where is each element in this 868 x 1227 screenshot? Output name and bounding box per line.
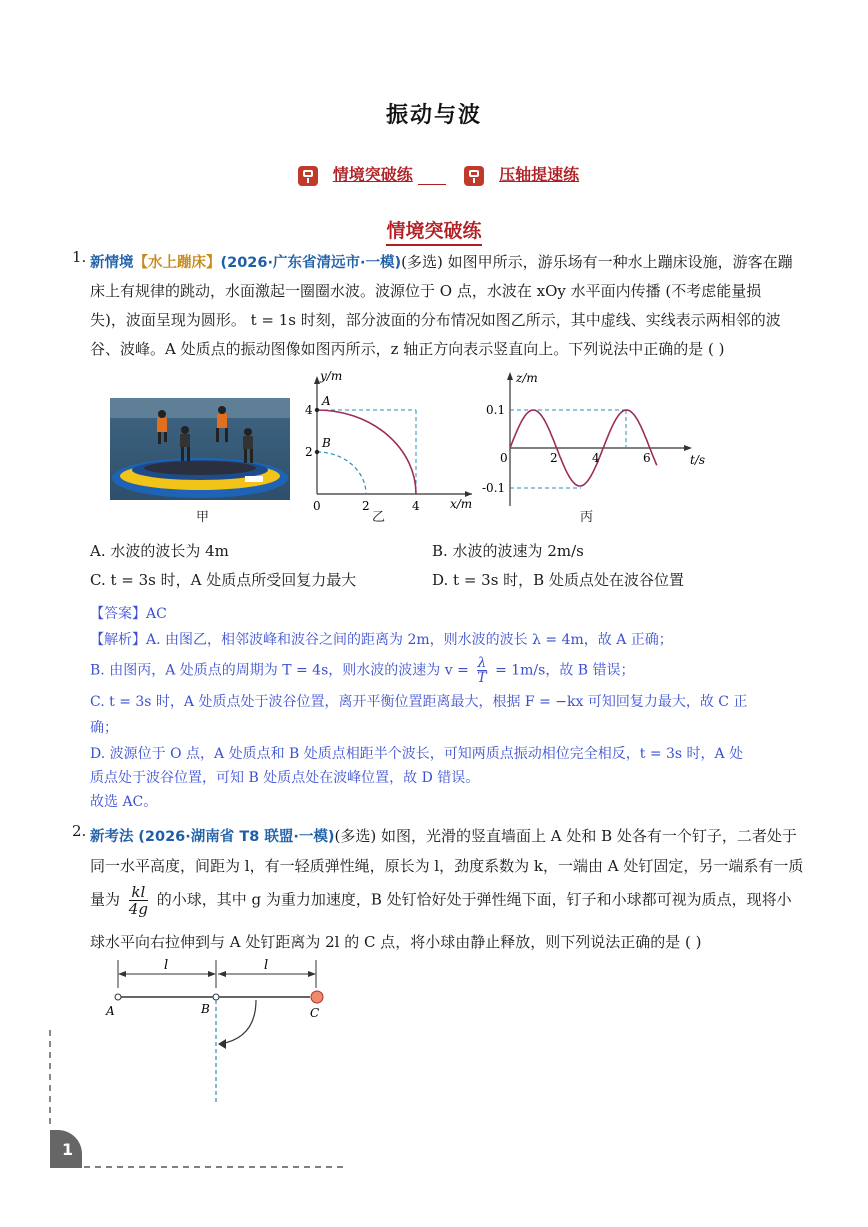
trampoline-photo [110, 398, 290, 500]
t-tick-6: 6 [643, 451, 651, 465]
y-tick-4: 4 [305, 403, 313, 417]
explanation-line-2 [90, 656, 804, 685]
option-d[interactable]: D. t = 3s 时，B 处质点处在波谷位置 [432, 571, 684, 589]
figure-bing-vibration-graph [478, 366, 718, 516]
monitor-icon [298, 166, 318, 186]
figure-yi-wave-surface [296, 370, 482, 530]
explanation-conclusion: 故选 AC。 [90, 794, 158, 810]
x-tick-4: 4 [412, 499, 420, 513]
question-number: 1. [72, 248, 87, 266]
question-1-line-2: 床上有规律的跳动，水面激起一圈圈水波。波源位于 O 点，水波在 xOy 水平面内传播 (不考虑能量损 [90, 282, 762, 300]
question-text: (多选) 如图甲所示，游乐场有一种水上蹦床设施，游客在蹦 [401, 253, 793, 271]
nav-underline-gap [418, 166, 446, 185]
point-b-label: B [322, 436, 331, 450]
explanation-line-4b: 质点处于波谷位置，可知 B 处质点处在波峰位置，故 D 错误。 [90, 770, 480, 786]
fraction-numerator: kl [129, 884, 148, 901]
figure-caption-jia: 甲 [196, 510, 210, 525]
point-a-label: A [106, 1004, 115, 1018]
fraction-denominator: T [477, 670, 487, 686]
explanation-line-4: D. 波源位于 O 点，A 处质点和 B 处质点相距半个波长，可知两质点振动相位完全相反，t = 3s 时，A 处 [90, 746, 744, 762]
question-2-line-3 [90, 884, 804, 917]
option-c[interactable]: C. t = 3s 时，A 处质点所受回复力最大 [90, 571, 357, 589]
question-text: 的小球，其中 g 为重力加速度，B 处钉恰好处于弹性绳下面，钉子和小球都可视为质点，现将小 [156, 890, 792, 909]
length-label-l: l [264, 958, 269, 973]
page-corner-decoration [44, 1030, 354, 1170]
length-label-l: l [164, 958, 169, 973]
t-tick-4: 4 [592, 451, 600, 465]
page-number: 1 [62, 1140, 74, 1159]
y-tick-2: 2 [305, 445, 313, 459]
question-source: (2026·广东省清远市·一模) [220, 255, 402, 271]
explanation-line-1: 【解析】A. 由图乙，相邻波峰和波谷之间的距离为 2m，则水波的波长 λ = 4m，故 A 正确； [90, 632, 673, 648]
question-1-line-4: 谷、波峰。A 处质点的振动图像如图丙所示，z 轴正方向表示竖直向上。下列说法中正确的是 ( ) [90, 340, 725, 358]
tag-new-method: 新考法 [90, 829, 134, 845]
option-b[interactable]: B. 水波的波速为 2m/s [432, 542, 584, 560]
question-source: (2026·湖南省 T8 联盟·一模) [138, 829, 335, 845]
page-title: 振动与波 [385, 103, 482, 128]
question-2-line-4: 球水平向右拉伸到与 A 处钉距离为 2l 的 C 点，将小球由静止释放，则下列说法正确的是 ( ) [90, 933, 702, 951]
point-c-label: C [310, 1006, 320, 1020]
section-title [0, 216, 868, 243]
trough-arc [317, 452, 366, 494]
point-b-label: B [201, 1002, 210, 1016]
explanation-line-3b: 确； [90, 720, 118, 736]
fraction-lambda-over-t [477, 656, 486, 685]
explanation-text: = 1m/s，故 B 错误； [495, 662, 635, 679]
figure-caption-bing: 丙 [580, 510, 594, 525]
tag-new-situation: 新情境 [90, 255, 134, 271]
nav-link-situational[interactable]: 情境突破练 [332, 165, 413, 184]
option-a[interactable]: A. 水波的波长为 4m [90, 542, 229, 560]
fraction-kl-over-4g [129, 884, 148, 917]
ball [311, 991, 323, 1003]
explanation-text: B. 由图丙，A 处质点的周期为 T = 4s，则水波的波速为 v = [90, 662, 469, 679]
y-axis-label: y/m [320, 370, 343, 383]
monitor-icon [464, 166, 484, 186]
question-text: 量为 [90, 890, 121, 909]
crest-arc [317, 410, 416, 494]
figure-caption-yi: 乙 [372, 510, 386, 525]
nav-bar [298, 162, 579, 186]
x-axis-label: x/m [450, 497, 473, 511]
answer-line: 【答案】AC [90, 606, 167, 622]
z-axis-label: z/m [516, 371, 538, 385]
explanation-line-3: C. t = 3s 时，A 处质点处于波谷位置，离开平衡位置距离最大，根据 F = −kx 可知回复力最大，故 C 正 [90, 694, 748, 710]
question-text: (多选) 如图，光滑的竖直墙面上 A 处和 B 处各有一个钉子，二者处于 [334, 827, 797, 845]
question-1-line-3: 失)，波面呈现为圆形。 t = 1s 时刻，部分波面的分布情况如图乙所示，其中虚线、实线表示两相邻的波 [90, 311, 781, 329]
question-1-line-1 [90, 248, 804, 277]
tag-topic: 【水上蹦床】 [133, 255, 221, 271]
t-tick-2: 2 [550, 451, 558, 465]
section-title-text: 情境突破练 [386, 220, 481, 246]
question-number: 2. [72, 822, 87, 840]
nav-link-final[interactable]: 压轴提速练 [499, 165, 580, 184]
question-2-line-1 [90, 822, 804, 851]
x-tick-2: 2 [362, 499, 370, 513]
point-a-label: A [322, 394, 331, 408]
t-tick-0: 0 [500, 451, 508, 465]
z-tick-positive: 0.1 [486, 403, 506, 417]
question-2-line-2: 同一水平高度，间距为 l，有一轻质弹性绳，原长为 l，劲度系数为 k，一端由 A 处钉固定，另一端系有一质 [90, 857, 804, 875]
fraction-denominator: 4g [128, 900, 148, 918]
fraction-numerator: λ [477, 655, 487, 671]
t-axis-label: t/s [690, 453, 706, 467]
z-tick-negative: -0.1 [482, 481, 506, 495]
x-tick-0: 0 [313, 499, 321, 513]
